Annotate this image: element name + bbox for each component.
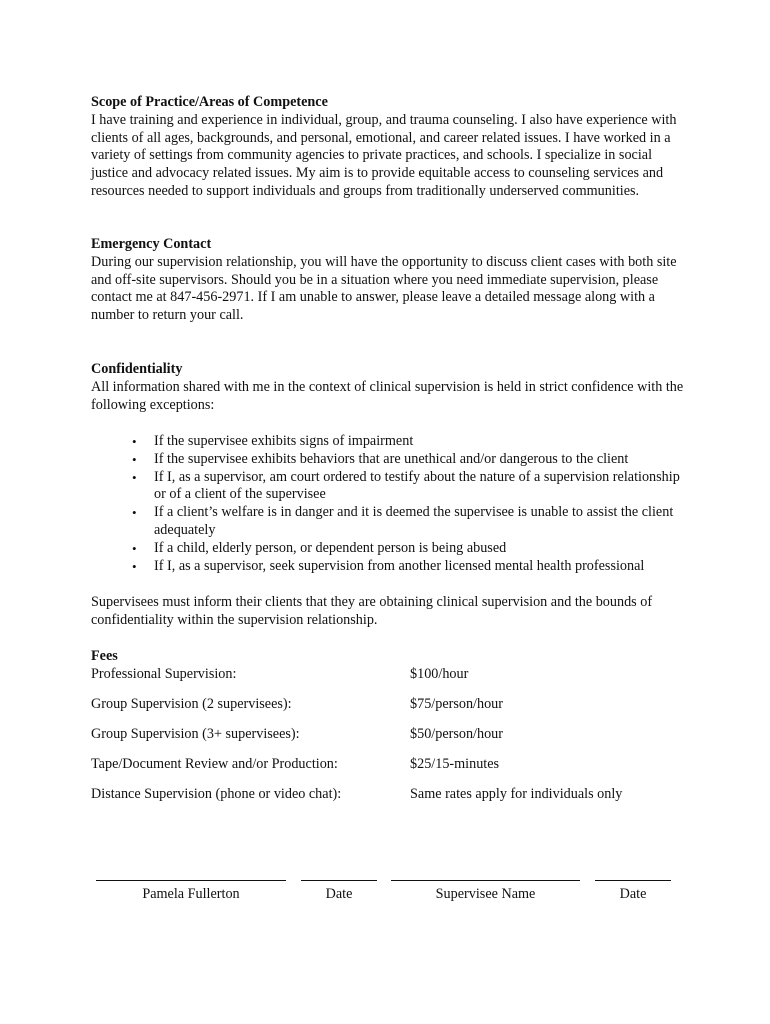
list-item: • If a child, elderly person, or dependent person is being abused: [132, 540, 692, 558]
fee-label: Tape/Document Review and/or Production:: [91, 756, 338, 772]
confidentiality-heading: Confidentiality: [91, 361, 183, 377]
list-item: • If the supervisee exhibits behaviors that are unethical and/or dangerous to the client: [132, 451, 692, 469]
emergency-heading: Emergency Contact: [91, 236, 212, 252]
list-item: • If I, as a supervisor, seek supervision from another licensed mental health professional: [132, 558, 692, 576]
list-item: • If I, as a supervisor, am court ordered to testify about the nature of a supervision relationship or of a client of the supervisee: [132, 469, 692, 505]
scope-section: [91, 94, 691, 201]
exceptions-list: [132, 433, 692, 575]
date-line[interactable]: [595, 880, 671, 881]
fee-row: [91, 696, 691, 714]
fee-row: [91, 666, 691, 684]
fee-row: [91, 726, 691, 744]
signature-block-date: [595, 880, 671, 904]
confidentiality-section: [91, 361, 691, 414]
fee-value: $25/15-minutes: [410, 756, 500, 772]
date-label: Date: [325, 886, 353, 902]
confidentiality-intro: All information shared with me in the context of clinical supervision is held in strict confidence with the following exceptions:: [91, 378, 684, 413]
signature-label: Pamela Fullerton: [142, 886, 240, 902]
confidentiality-note: Supervisees must inform their clients that they are obtaining clinical supervision and the bounds of confidentiality within the supervision relationship.: [91, 594, 653, 628]
signature-block-supervisee: [391, 880, 580, 904]
fees-heading: Fees: [91, 648, 118, 664]
fee-row: [91, 786, 691, 804]
fee-value: $100/hour: [410, 666, 469, 682]
emergency-section: [91, 236, 691, 325]
signature-label: Supervisee Name: [435, 886, 536, 902]
list-item: • If a client’s welfare is in danger and it is deemed the supervisee is unable to assist the client adequately: [132, 504, 692, 540]
emergency-body: During our supervision relationship, you will have the opportunity to discuss client cases with both site and off-site supervisors. Should you be in a situation where you need immediate supervision, please contact me at 847-456-2971. If I am unable to answer, please leave a detailed message along with a number to return your call.: [91, 253, 677, 324]
date-label: Date: [619, 886, 647, 902]
scope-heading: Scope of Practice/Areas of Competence: [91, 94, 328, 110]
signature-block-date: [301, 880, 377, 904]
fee-row: [91, 756, 691, 774]
fee-label: Professional Supervision:: [91, 666, 237, 682]
fee-value: $50/person/hour: [410, 726, 503, 742]
signature-line[interactable]: [391, 880, 580, 881]
fee-value: $75/person/hour: [410, 696, 503, 712]
fee-label: Distance Supervision (phone or video chat):: [91, 786, 342, 802]
scope-body: I have training and experience in individual, group, and trauma counseling. I also have experience with clients of all ages, backgrounds, and personal, emotional, and career related issues. I have worked in a variety of settings from community agencies to private practices, and schools. I specialize in social justice and advocacy related issues. My aim is to provide equitable access to counseling services and resources needed to support individuals and groups from traditionally underserved communities.: [91, 111, 677, 199]
signature-line[interactable]: [96, 880, 286, 881]
date-line[interactable]: [301, 880, 377, 881]
list-item: • If the supervisee exhibits signs of impairment: [132, 433, 692, 451]
signature-block-supervisor: [96, 880, 286, 904]
fee-label: Group Supervision (3+ supervisees):: [91, 726, 300, 742]
fee-value: Same rates apply for individuals only: [410, 786, 623, 802]
fee-label: Group Supervision (2 supervisees):: [91, 696, 292, 712]
